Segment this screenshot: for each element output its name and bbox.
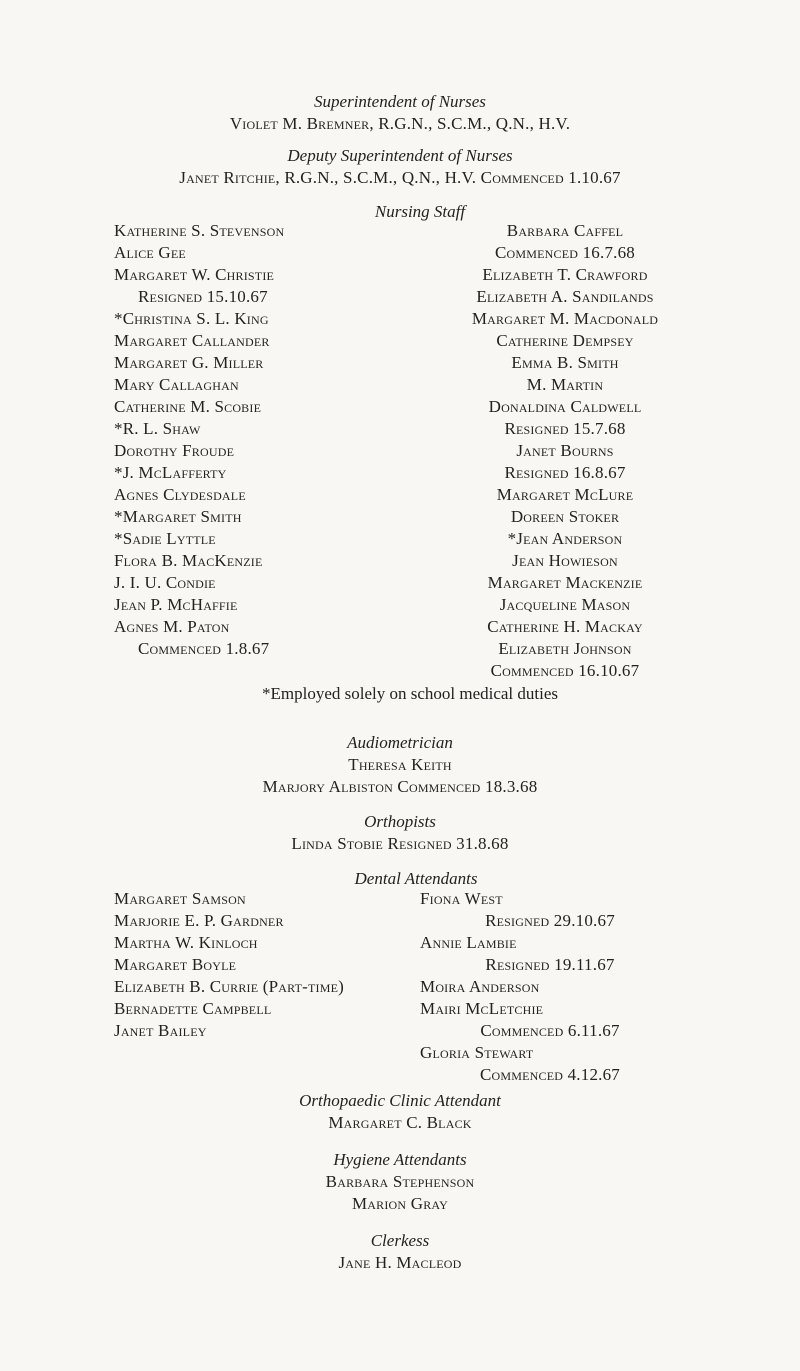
superintendent-title: Superintendent of Nurses [314,92,486,111]
list-item-note: Resigned 15.7.68 [504,419,626,438]
hygiene-attendant-name: Barbara Stephenson [325,1172,475,1191]
list-item-note: Commenced 1.8.67 [138,639,270,658]
list-item: *Christina S. L. King [114,309,269,328]
list-item-note: Commenced 6.11.67 [480,1021,620,1040]
list-item: Jacqueline Mason [499,595,631,614]
dental-attendants-title: Dental Attendants [354,869,478,888]
list-item: Janet Bailey [114,1021,207,1040]
list-item: Barbara Caffel [506,221,624,240]
list-item: Annie Lambie [420,933,517,952]
list-item: Marjorie E. P. Gardner [114,911,284,930]
list-item: Moira Anderson [420,977,540,996]
hygiene-attendants-title: Hygiene Attendants [333,1150,467,1169]
list-item: Catherine H. Mackay [487,617,643,636]
list-item: *J. McLafferty [114,463,227,482]
orthopists-name: Linda Stobie Resigned 31.8.68 [291,834,509,853]
list-item-note: Resigned 29.10.67 [485,911,615,930]
hygiene-attendant-name: Marion Gray [351,1194,449,1213]
list-item: Agnes M. Paton [114,617,230,636]
list-item: Catherine M. Scobie [114,397,262,416]
orthopists-title: Orthopists [364,812,436,831]
nursing-staff-title: Nursing Staff [374,202,466,221]
list-item: Agnes Clydesdale [114,485,246,504]
list-item: Margaret Callander [114,331,270,350]
list-item: Mairi McLetchie [420,999,544,1018]
audiometrician-name: Theresa Keith [348,755,452,774]
list-item-note: Commenced 16.10.67 [490,661,640,680]
audiometrician-name: Marjory Albiston Commenced 18.3.68 [262,777,538,796]
list-item: Elizabeth Johnson [498,639,632,658]
list-item: Donaldina Caldwell [488,397,642,416]
list-item: Jean P. McHaffie [114,595,238,614]
orthopaedic-attendant-title: Orthopaedic Clinic Attendant [299,1091,501,1110]
list-item: M. Martin [526,375,604,394]
list-item: Margaret Samson [114,889,246,908]
list-item: Emma B. Smith [511,353,619,372]
list-item: Katherine S. Stevenson [114,221,285,240]
list-item: Elizabeth B. Currie (Part-time) [114,977,344,996]
list-item: Elizabeth T. Crawford [482,265,648,284]
list-item: Margaret G. Miller [114,353,264,372]
list-item: Flora B. MacKenzie [114,551,263,570]
dental-attendants-right-column [420,888,680,1086]
list-item: *Jean Anderson [507,529,623,548]
list-item: J. I. U. Condie [114,573,216,592]
list-item: Fiona West [420,889,503,908]
clerkess-title: Clerkess [370,1231,430,1250]
list-item-note: Resigned 19.11.67 [485,955,615,974]
nursing-staff-footnote: *Employed solely on school medical duties [261,684,559,703]
list-item: Dorothy Froude [114,441,235,460]
list-item: Elizabeth A. Sandilands [476,287,654,306]
list-item-note: Resigned 16.8.67 [504,463,626,482]
list-item: Doreen Stoker [510,507,620,526]
list-item: Gloria Stewart [420,1043,534,1062]
list-item: *Margaret Smith [114,507,242,526]
list-item: Bernadette Campbell [114,999,272,1018]
list-item: Margaret McLure [496,485,634,504]
audiometrician-title: Audiometrician [347,733,453,752]
list-item: Catherine Dempsey [496,331,634,350]
clerkess-name: Jane H. Macleod [338,1253,462,1272]
orthopaedic-attendant-name: Margaret C. Black [328,1113,472,1132]
list-item-note: Resigned 15.10.67 [138,287,268,306]
list-item: Margaret Mackenzie [487,573,643,592]
list-item: Martha W. Kinloch [114,933,258,952]
nursing-staff-right-column [420,220,710,682]
superintendent-name: Violet M. Bremner, R.G.N., S.C.M., Q.N., H.V. [229,114,571,133]
nursing-staff-left-column [114,220,284,660]
list-item: Alice Gee [114,243,186,262]
list-item: Margaret W. Christie [114,265,275,284]
list-item: Jean Howieson [512,551,618,570]
list-item-note: Commenced 4.12.67 [480,1065,620,1084]
list-item: Margaret M. Macdonald [471,309,659,328]
dental-attendants-left-column [114,888,344,1042]
list-item-note: Commenced 16.7.68 [495,243,635,262]
list-item: Margaret Boyle [114,955,237,974]
deputy-title: Deputy Superintendent of Nurses [287,146,513,165]
list-item: Janet Bourns [516,441,614,460]
deputy-name: Janet Ritchie, R.G.N., S.C.M., Q.N., H.V. Commenced 1.10.67 [179,168,621,187]
list-item: Mary Callaghan [114,375,239,394]
list-item: *Sadie Lyttle [114,529,216,548]
list-item: *R. L. Shaw [114,419,201,438]
